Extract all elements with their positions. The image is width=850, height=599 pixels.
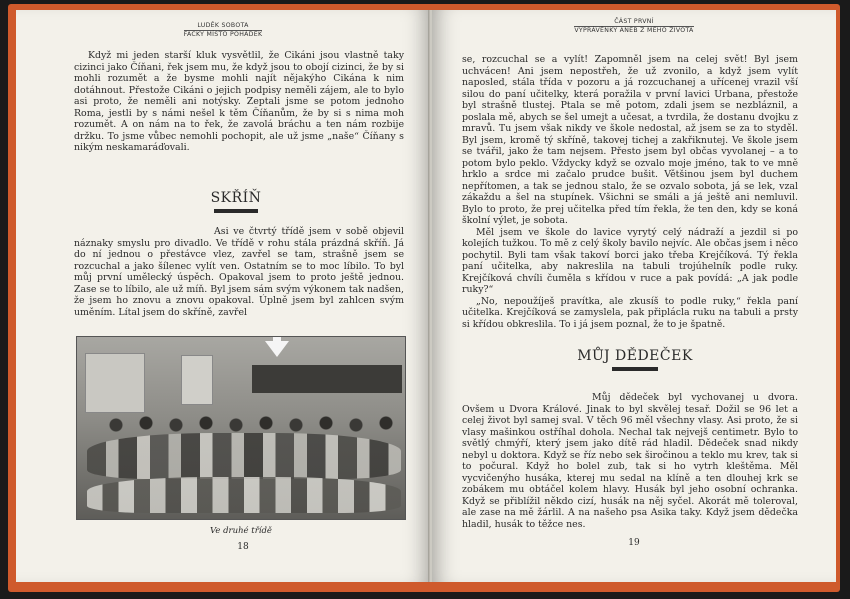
section-heading-dedecek: MŮJ DĚDEČEK — [577, 348, 693, 364]
left-running-head — [16, 22, 430, 39]
section-heading-skrin: SKŘÍŇ — [210, 190, 262, 206]
paragraph: Můj dědeček byl vychovanej u dvora. Ovšem u Dvora Králové. Jinak to byl skvělej tesař. Dožil se 96 let a celej život byl samej sval. V těch 96 měl všechny vlasy. Asi proto, že si vlasy mašinkou ostříhal dohola. Nechal tak nejvejš centimetr. Bylo to světlý chmýří, který jsem jako dítě rád hladil. Dědeček snad nikdy nebyl u doktora. Když se říz nebo sek širočinou a teklo mu krev, tak si to počural. Když ho bolel zub, tak si ho vytrh kleštěma. Měl vycvičenýho husáka, kterej mu sedal na klíně a ten dlouhej krk se zobákem mu obtáčel kolem hlavy. Husák byl jeho osobní ochranka. Když se přiblížil někdo cizí, husák na něj syčel. Akorát mě toleroval, ale zase na mě žárlil. A na našeho psa Asika taky. Když jsem dědečka hladil, husák to těžce nes. — [462, 392, 798, 530]
class-photo — [76, 336, 406, 520]
paragraph: se, rozcuchal se a vylít! Zapomněl jsem na celej svět! Byl jsem uchvácen! Ani jsem nepostřeh, že už zvonilo, a když jsem vylít naposled, stála třída v pozoru a já rozcuchanej a uřícenej vrazil vší silou do paní učitelky, která poražila v první lavici Urbana, přestože byl strašně tlustej. Ptala se mě potom, zdali jsem se nezbláznil, a poslala mě, abych se šel umejt a učesat, a tvrdila, že dostanu dvojku z mravů. Tu jsem však nikdy ve škole nedostal, až jsem se za to styděl. Byl jsem, kromě tý skříně, takovej tichej a zakřiknutej. Ve škole jsem se tvářil, jako že tam nejsem. Přesto jsem byl občas vyvolanej – a to potom bylo peklo. Vždycky když se ozvalo moje jméno, tak to ve mně hrklo a srdce mi začalo prudce bušit. Většinou jsem byl duchem nepřítomen, a tak se jednou stalo, že se ozvalo sobota, já se lek, vzal zákaždu a šel na stupínek. Všichni se smáli a já ještě ani nemluvil. Bylo to proto, že prej učitelka před tím řekla, že ten den, kdy se koná školní výlet, je sobota. — [462, 54, 798, 226]
right-text-bottom — [462, 392, 798, 530]
page-number-right: 19 — [628, 538, 640, 548]
right-running-head — [432, 18, 836, 35]
left-text-top — [74, 50, 404, 154]
photo-caption: Ve druhé třídě — [210, 526, 272, 536]
left-page — [16, 10, 430, 582]
chapter-title: VYPRÁVĚNKY ANEB Z MÉHO ŽIVOTA — [574, 27, 694, 34]
heading-underline — [612, 367, 658, 371]
arrow-down-icon — [265, 341, 289, 357]
heading-underline — [214, 209, 258, 213]
left-text-bottom — [74, 226, 404, 318]
book-title: FACKY MÍSTO POHÁDEK — [183, 31, 263, 38]
paragraph: Měl jsem ve škole do lavice vyrytý celý nádraží a jezdil si po kolejích tužkou. To mě z celý školy bavilo nejvíc. Ale občas jsem i něco pochytil. Byli tam však takoví borci jako třeba Krejčíková. Tý řekla paní učitelka, aby nakreslila na tabuli trojúhelník podle ruky. Krejčíková chvíli čuměla s křídou v ruce a pak povídá: „A jak podle ruky?“ — [462, 226, 798, 295]
children-group — [87, 383, 401, 513]
right-text-top — [462, 54, 798, 330]
page-number-left: 18 — [237, 542, 249, 552]
part-title: ČÁST PRVNÍ — [614, 18, 654, 25]
author-name: LUDĚK SOBOTA — [197, 22, 249, 29]
paragraph: „No, nepoužíješ pravítka, ale zkusíš to podle ruky,“ řekla paní učitelka. Krejčíková se zamyslela, pak připlácla ruku na tabuli a prsty si křídou obkreslila. To i já jsem poznal, že to je špatně. — [462, 295, 798, 330]
paragraph: Když mi jeden starší kluk vysvětlil, že Cikáni jsou vlastně taky cizinci jako Číňani, řek jsem mu, že když jsou to obojí cizinci, že by si mohli rozumět a že bysme mohli najít nějakýho Cikána k nim dotáhnout. Přestože Cikáni o jejich podpisy neměli zájem, ale to bylo asi proto, že neměli ani notýsky. Zeptali jsme se potom jednoho Roma, jestli by s námi nešel k těm Číňanům, že by si s nima moh rozumět. A on nám na to řek, že zavolá bráchu a ten nám rozbije držku. To jsme vůbec nemohli pochopit, ale už jsme „naše“ Číňany s nikým neskamaráďovali. — [74, 50, 404, 153]
paragraph: Asi ve čtvrtý třídě jsem v sobě objevil náznaky smyslu pro divadlo. Ve třídě v rohu stála prázdná skříň. Já do ní jednou o přestávce vlez, zavřel se tam, strašně jsem se rozcuchal a jako šílenec vylít ven. Ostatním se to moc líbilo. To byl můj první umělecký úspěch. Opakoval jsem to proto ještě jednou. Zase se to líbilo, ale už míň. Byl jsem sám svým výkonem tak nadšen, že jsem ho znovu a znovu opakoval. Úplně jsem byl zahlcen svým uměním. Lítal jsem do skříně, zavřel — [74, 226, 404, 318]
right-page — [432, 10, 836, 582]
